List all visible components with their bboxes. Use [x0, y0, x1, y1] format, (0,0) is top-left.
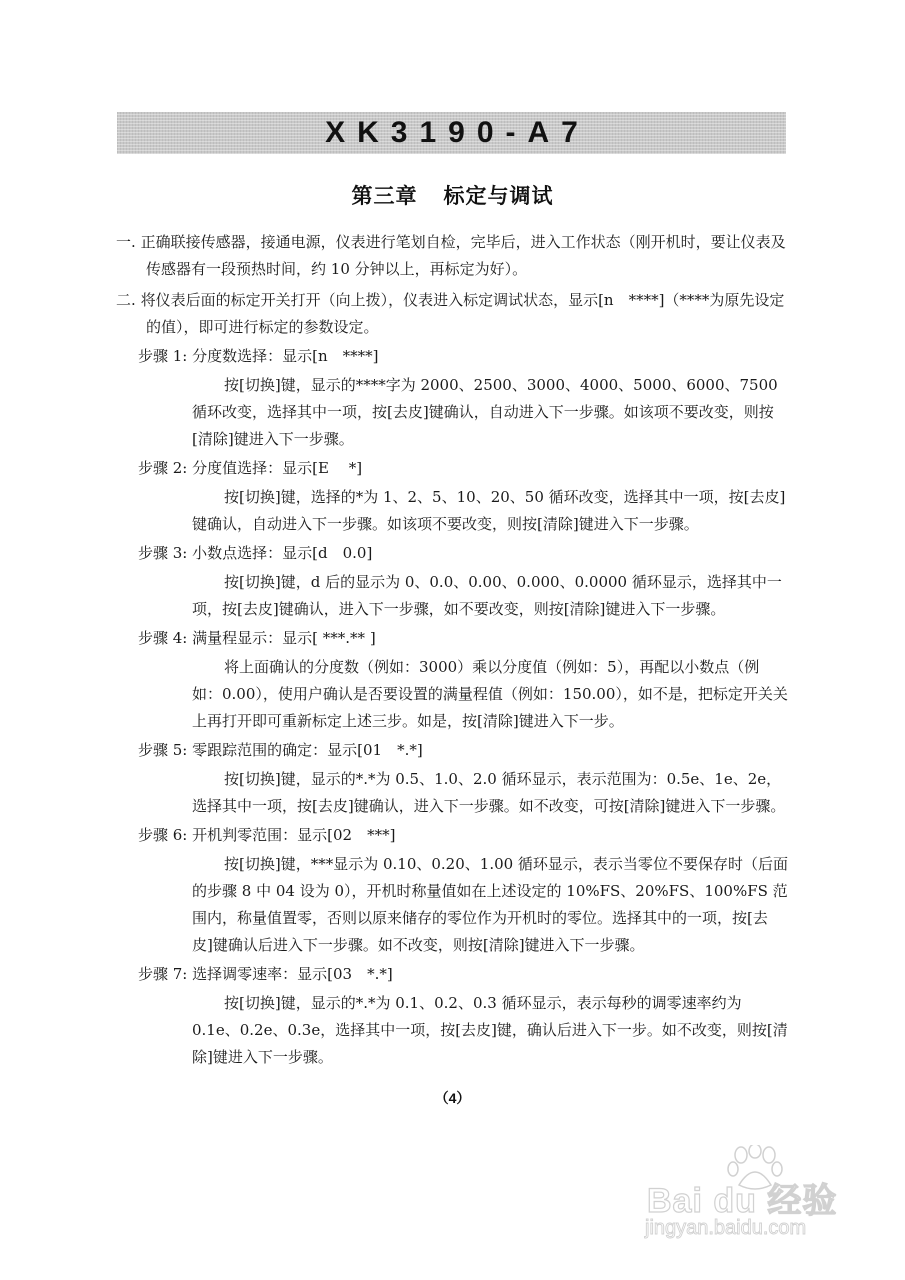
- step-1: [116, 343, 788, 453]
- step-heading: [116, 625, 788, 652]
- step-title: 开机判零范围：显示[02 ***]: [192, 826, 396, 844]
- model-title-banner: [117, 112, 786, 154]
- step-title: 分度数选择：显示[n ****]: [192, 347, 379, 365]
- step-3: [116, 540, 788, 623]
- step-description: 按[切换]键，显示的*.*为 0.1、0.2、0.3 循环显示，表示每秒的调零速率约为 0.1e、0.2e、0.3e，选择其中一项，按[去皮]键，确认后进入下一步。如不改变，则按[清除]键进入下一步骤。: [192, 994, 788, 1066]
- intro-paragraph-1: [116, 229, 788, 283]
- step-description: 按[切换]键，显示的****字为 2000、2500、3000、4000、5000、6000、7500 循环改变，选择其中一项，按[去皮]键确认，自动进入下一步骤。如该项不要改变，则按[清除]键进入下一步骤。: [192, 376, 778, 448]
- step-2: [116, 455, 788, 538]
- intro-paragraph-2: [116, 287, 788, 341]
- step-label: 步骤 3:: [138, 544, 188, 562]
- step-title: 小数点选择：显示[d 0.0]: [192, 544, 373, 562]
- chapter-number: 第三章: [351, 183, 418, 208]
- baidu-jingyan-watermark: [645, 1145, 865, 1245]
- step-title: 选择调零速率：显示[03 *.*]: [192, 965, 393, 983]
- document-body: [116, 229, 788, 1071]
- step-title: 分度值选择：显示[E *]: [192, 459, 363, 477]
- step-5: [116, 737, 788, 820]
- step-title: 满量程显示：显示[ ***.** ]: [192, 629, 376, 647]
- step-heading: [116, 822, 788, 849]
- step-heading: [116, 737, 788, 764]
- intro-text: 正确联接传感器，接通电源，仪表进行笔划自检，完毕后，进入工作状态（刚开机时，要让仪表及传感器有一段预热时间，约 10 分钟以上，再标定为好）。: [140, 233, 786, 278]
- watermark-url: jingyan.baidu.com: [645, 1217, 807, 1239]
- step-6: [116, 822, 788, 959]
- step-4: [116, 625, 788, 735]
- step-heading: [116, 961, 788, 988]
- chapter-title: [0, 180, 905, 210]
- page-number: （4）: [434, 1090, 471, 1106]
- chapter-name: 标定与调试: [443, 183, 554, 208]
- step-label: 步骤 2:: [138, 459, 188, 477]
- step-description: 将上面确认的分度数（例如：3000）乘以分度值（例如：5），再配以小数点（例如：0.00），使用户确认是否要设置的满量程值（例如：150.00），如不是，把标定开关关上再打开即可重新标定上述三步。如是，按[清除]键进入下一步。: [192, 658, 788, 730]
- step-label: 步骤 7:: [138, 965, 188, 983]
- step-description: 按[切换]键，显示的*.*为 0.5、1.0、2.0 循环显示，表示范围为：0.5e、1e、2e，选择其中一项，按[去皮]键确认，进入下一步骤。如不改变，可按[清除]键进入下一步骤。: [192, 770, 786, 815]
- step-heading: [116, 540, 788, 567]
- step-label: 步骤 4:: [138, 629, 188, 647]
- step-description: 按[切换]键，选择的*为 1、2、5、10、20、50 循环改变，选择其中一项，按[去皮] 键确认，自动进入下一步骤。如该项不要改变，则按[清除]键进入下一步骤。: [192, 488, 786, 533]
- step-label: 步骤 5:: [138, 741, 188, 759]
- step-heading: [116, 343, 788, 370]
- step-description: 按[切换]键，***显示为 0.10、0.20、1.00 循环显示，表示当零位不要保存时（后面的步骤 8 中 04 设为 0），开机时称量值如在上述设定的 10%FS、20%FS、100%FS 范围内，称量值置零，否则以原来储存的零位作为开机时的零位。选择其中的一项，按[去皮]键确认后进入下一步骤。如不改变，则按[清除]键进入下一步骤。: [192, 855, 788, 954]
- step-heading: [116, 455, 788, 482]
- step-label: 步骤 6:: [138, 826, 188, 844]
- intro-marker: 一.: [116, 233, 136, 251]
- model-title: XK3190-A7: [325, 116, 590, 149]
- intro-marker: 二.: [116, 291, 136, 309]
- step-7: [116, 961, 788, 1071]
- watermark-brand: Bai du 经验: [647, 1182, 838, 1220]
- step-title: 零跟踪范围的确定：显示[01 *.*]: [192, 741, 423, 759]
- step-label: 步骤 1:: [138, 347, 188, 365]
- step-description: 按[切换]键，d 后的显示为 0、0.0、0.00、0.000、0.0000 循环显示，选择其中一项，按[去皮]键确认，进入下一步骤，如不要改变，则按[清除]键进入下一步骤。: [192, 573, 782, 618]
- intro-text: 将仪表后面的标定开关打开（向上拨），仪表进入标定调试状态，显示[n ****]（****为原先设定的值），即可进行标定的参数设定。: [140, 291, 785, 336]
